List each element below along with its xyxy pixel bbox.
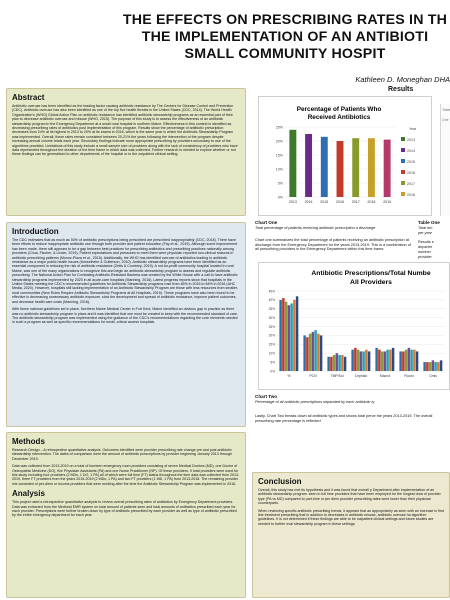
x-tick-label: 2019 [383, 200, 392, 204]
chart-one-title: Received Antibiotics [307, 114, 371, 121]
legend-swatch [401, 148, 405, 152]
bar [336, 353, 338, 371]
y-tick-label: 10% [275, 167, 283, 172]
abstract-heading: Abstract [12, 93, 45, 102]
introduction-paragraph: With these national guidelines set in place, Northern Maine Medical Center in Fort Kent, Maine identified an obvious gap in practice as there was no antibiotic stewardship program in place and it was identified that one must be created to keep with the recommended standard of care. The antibiotic stewardship program was implemented using the guidance of the CDC's recommendations regarding the core elements needed in such a program as well as specific recommendations for small, critical access hospitals. [12, 307, 238, 325]
bar [386, 350, 388, 371]
conclusion-paragraph: Overall, this study has met its hypothesis and it was found that overall p Department after implementation of an antibiotic stewardship program. seen in full time providers that have been employed for the longest dura of provider type (PA vs MD) compared to part-time or per diem provider prescribing rates were lower than their physician counterparts. [258, 488, 441, 506]
bar [360, 351, 362, 371]
bar [432, 360, 434, 371]
chart-one-caption: Total percentage of patients receiving antibiotic prescription a discharge [255, 226, 376, 230]
bar [296, 296, 298, 371]
table-one-label: Table One [418, 220, 440, 225]
chart-two-caption-heading: Chart Two [255, 394, 278, 399]
bar [408, 348, 410, 371]
bar [402, 351, 404, 371]
table-one-text: departm [418, 245, 432, 249]
bar [289, 130, 296, 197]
x-tick-label: 2013 [288, 200, 297, 204]
legend-label: 2013 [407, 138, 415, 142]
chart-one-title: Percentage of Patients Who [296, 106, 382, 113]
bar [440, 360, 442, 371]
legend-label: Year [409, 127, 417, 131]
chart-two [258, 262, 450, 390]
bar [413, 350, 415, 371]
bar [320, 335, 322, 371]
x-tick-label: PCN [309, 374, 317, 378]
bar [423, 362, 425, 371]
chart-two-svg [259, 263, 449, 389]
y-tick-label: 5% [277, 181, 283, 186]
y-tick-label: 10% [268, 351, 275, 356]
introduction-heading: Introduction [12, 227, 59, 236]
bar [344, 357, 346, 371]
bar [416, 351, 418, 371]
bar [282, 298, 284, 371]
bar [399, 351, 401, 371]
legend-label: 2017 [407, 182, 415, 186]
chart-two-summary: Lastly, Chart Two breaks down all antibiotic types and shows total perce the years 2013-2019. The overall prescribing rate percentage is reflected [255, 414, 433, 423]
y-tick-label: 0% [277, 195, 283, 200]
bar [405, 350, 407, 371]
y-tick-label: 35% [268, 307, 275, 312]
bar [368, 138, 375, 197]
methods-paragraph: Data was collected from 2013-2019 on a total of fourteen emergency room providers consisting of seven Medical Doctors (MD), one Doctor of Osteopathic Medicine (DO), five Physician Assistants (PA) and one Nurse Practitioner (NP). Of these providers, 9 total providers were used for this study including four providers (2 MDs, 1 DO, 1 PA) all of which were full time (FT) status throughout the time data was collected from 2013-2019, three FT providers from the years 2015-2019 (2 MDs, 1 PA) and two FT providers (1 MD, 1 PA) from 2013-2018. The remaining provider mix consisted of per-diem or locums providers that were working after the time the Antibiotic Stewardship Program was implemented in 2016. [12, 464, 240, 486]
bar [285, 302, 287, 371]
title-line-3: SMALL COMMUNITY HOSPIT [184, 46, 386, 62]
table-one-label: Total em [418, 226, 433, 230]
bar [365, 350, 367, 371]
chart-one [258, 96, 432, 216]
table-one-text: provider [418, 255, 432, 259]
bar [384, 351, 386, 371]
x-tick-label: 2016 [336, 200, 344, 204]
y-tick-label: 30% [268, 315, 275, 320]
results-heading: Results [388, 86, 414, 93]
legend-label: 2018 [407, 193, 415, 197]
x-tick-label: 2017 [351, 200, 360, 204]
analysis-heading: Analysis [12, 489, 45, 499]
chart-one-caption-heading: Chart One [255, 220, 278, 225]
introduction-paragraph: The CDC estimates that as much as 50% of antibiotic prescriptions being prescribed are prescribed inappropriately (CDC, 2018). There have been efforts to reduce inappropriate antibiotic use through both provider and patient education (Fay et al., 2019). Although some improvement has been made, there still appears to be a gap between best practices for prescribing antibiotics and prescribing practices nationally among providers (Chua, Fischer, & Linder, 2019). Patient expectations and pressures to meet them were physician reported non-clinical reasons in antibiotic prescribing patterns (Munoz-Plaza et al., 2016). Additionally, the WHO has identified overuse of antibiotics leading to antibiotic resistance as a major public health issues (Kesselheim & Outterson, 2010). Antibiotic stewardship programs have been identified as an essential component in reducing the risk of antibiotic resistance (Zetts & Courtney, 2019). A not-for-profit community hospital located in rural Maine, was one of the many organizations to recognize this and begin an antibiotic stewardship program to assess and regulate antibiotic prescribing. The National Action Plan for Combating Antibiotic-Resistant Bacteria was created by the White House with a call to have antibiotic stewardship programs implemented by 2020 in all acute-care hospitals (Manning, 2016). Latest progress reports show that hospitals in the United States meeting the CDC's recommended guidelines for Antibiotic Stewardship programs rose from 46% in 2015 to 64% in 2016 (AHC Media, 2020). However, hospitals still lacking implementation of an Antibiotic Stewardship Program are those with less resources from smaller, rural communities (New Rules Require Antibiotic Stewardship Programs at All Hospitals, 2019). These programs have also been found to be effective in decreasing unnecessary antibiotic exposure, slow the development and spread of antibiotic resistance, improve patient outcomes, and decrease health care costs (Manning, 2016). [12, 238, 238, 304]
methods-heading: Methods [12, 437, 45, 446]
bar [321, 137, 328, 197]
bar [312, 332, 314, 371]
x-tick-label: Cmis [429, 374, 437, 378]
legend-label: 2014 [407, 149, 415, 153]
conclusion-paragraph: When reviewing specific antibiotic prescribing trends, it appears that an appropriately as seen with an increase in first line treatment prescribing that in addition to decreases in antibiotic misuse, antibiotic overuse ha algorithm guidelines. It is not determined if these findings are able to be outpatient clinical settings and future studies are needed to further eval stewardship program in these settings. [258, 508, 444, 526]
bar [327, 357, 329, 371]
bar [337, 141, 344, 197]
y-tick-label: 0% [270, 369, 275, 374]
bar [288, 305, 290, 371]
bar [352, 138, 359, 197]
y-tick-label: 15% [268, 342, 275, 347]
bar [389, 350, 391, 371]
x-tick-label: 2018 [367, 200, 376, 204]
authors: Kathleen D. Moneghan DHA [355, 75, 450, 84]
methods-section [6, 432, 246, 598]
y-tick-label: 40% [268, 298, 275, 303]
table-cell: Table One [442, 108, 450, 122]
bar [317, 334, 319, 371]
legend-label: 2016 [407, 171, 415, 175]
x-tick-label: % [287, 374, 291, 378]
legend-swatch [401, 159, 405, 163]
bar [330, 357, 332, 371]
conclusion-section [252, 472, 450, 598]
bar [293, 300, 295, 371]
bar [437, 362, 439, 371]
legend-swatch [401, 181, 405, 185]
bar [426, 362, 428, 371]
y-tick-label: 15% [275, 153, 283, 158]
bar [368, 351, 370, 371]
introduction-section [6, 222, 246, 427]
methods-paragraph: Research Design – A retrospective quantitative analysis. Outcomes identified were provider prescribing rate change pre and post antibiotic stewardship intervention. The dates of comparison were the amount of antibiotic prescriptions by provider beginning January 2013 through December 2019. [12, 448, 232, 461]
y-tick-label: 5% [270, 360, 275, 365]
bar [314, 330, 316, 371]
y-tick-label: 20% [275, 139, 283, 144]
abstract-section [6, 88, 246, 216]
chart-two-title: Antibiotic Prescriptions/Total Numbe [311, 270, 431, 277]
abstract-text: Antibiotic overuse has been identified as the leading factor causing antibiotic resistance by The Centers for Disease Control and Prevention (CDC). Antibiotic overuse has also been identified as one of the top five health threats in the United States (CDC, 2014). The World Health Organization's (WHO) Global Action Plan on antibiotic resistance has identified antibiotic stewardship programs as an essential part of their plan to decrease antibiotic overuse and misuse (WHO, 2015). The purpose of this study is to assess the effectiveness of an antibiotic stewardship program in the Emergency Department at a small rural hospital in northern Maine. Effectiveness in this context is identified as decreasing prescribing rates of antibiotics post implementation of this program. Results show the percentage of antibiotic prescription decreases from 24% at its highest in 2013 to 20% at its lowest in 2016, which is the same year in which the Antibiotic Stewardship Program was implemented. Overall, these rates remain consistent between 20-21% the years following the intervention of the program despite increasing annual volume totals each year. Secondary findings indicate more appropriate prescribing by providers secondary to use of the algorithms provided. Limitations of this study include a small sample size of providers along with the lack of consistency of providers who have data represented throughout the duration of the time frame in which data was collected. Further research is needed to explore whether or not these findings can be generalized to other departments of the hospital or to the outpatient clinical setting. [12, 104, 238, 157]
bar [305, 134, 312, 197]
bar [333, 355, 335, 371]
chart-two-caption: Percentage of all antibiotic prescriptions separated by each antibiotic ty [255, 400, 375, 404]
bar [303, 335, 305, 371]
bar [410, 350, 412, 371]
y-tick-label: 25% [268, 324, 275, 329]
table-one-text: number [418, 250, 431, 254]
x-tick-label: TMP/Sul [330, 374, 344, 378]
bar [290, 303, 292, 371]
legend-label: 2015 [407, 160, 415, 164]
chart-one-summary: Chart one summarizes the total percentage of patients receiving an antibiotic prescription at discharge from the Emergency Department for the years 2013-2019. This is a combination of all prescribing providers in the Emergency Department within this time frame. [255, 238, 411, 252]
bar [362, 351, 364, 371]
bar [392, 348, 394, 371]
y-tick-label: 25% [275, 125, 283, 130]
bar [434, 362, 436, 371]
x-tick-label: Macrol [379, 374, 391, 378]
x-tick-label: Cephalo [354, 374, 368, 378]
title-line-1: THE EFFECTS ON PRESCRIBING RATES IN TH [122, 12, 448, 28]
bar [378, 350, 380, 371]
legend-swatch [401, 192, 405, 196]
x-tick-label: 2015 [320, 200, 329, 204]
y-tick-label: 45% [268, 289, 275, 294]
y-tick-label: 20% [268, 333, 275, 338]
bar [306, 337, 308, 371]
bar [351, 350, 353, 371]
bar [384, 140, 391, 197]
bar [381, 351, 383, 371]
bar [309, 334, 311, 371]
bar [429, 362, 431, 371]
chart-one-svg [259, 97, 431, 215]
legend-swatch [401, 170, 405, 174]
table-one-label: per year [418, 231, 432, 235]
bar [338, 355, 340, 371]
bar [375, 348, 377, 371]
bar [357, 350, 359, 371]
table-one-text: Results s [418, 240, 434, 244]
bar [354, 348, 356, 371]
poster-title [120, 12, 450, 63]
x-tick-label: Fluoro [404, 374, 414, 378]
bar [341, 355, 343, 371]
legend-swatch [401, 137, 405, 141]
chart-two-title: All Providers [350, 279, 392, 286]
x-tick-label: 2014 [304, 200, 313, 204]
bar [279, 300, 281, 371]
analysis-text: This project used a retrospective quantitative analysis to review overall prescribing rates of antibiotics by Emergency Department providers. Data was extracted from the Medhost EMR system on total amount of patients seen and total amounts of antibiotics prescribed each year for each provider. Prescriptions were further broken down by type of antibiotic prescribed by each provider as well as type of antibiotic prescribed by the entire emergency department for each year. [12, 500, 237, 518]
title-line-2: THE IMPLEMENTATION OF AN ANTIBIOTI [141, 29, 429, 45]
conclusion-heading: Conclusion [258, 477, 302, 486]
table-one-stub [440, 104, 450, 216]
